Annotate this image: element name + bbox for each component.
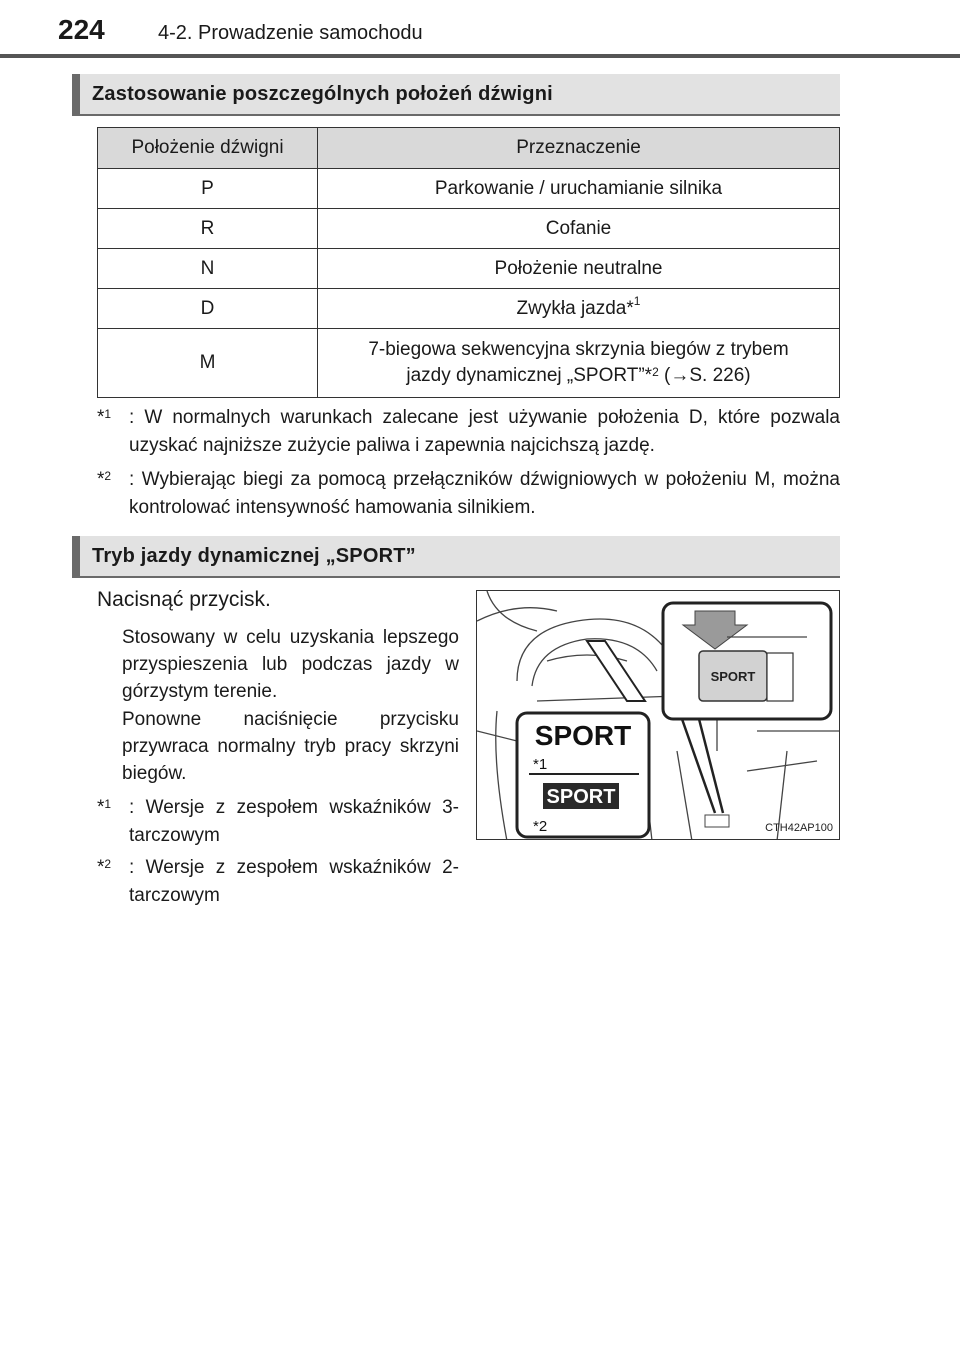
lever-positions-table bbox=[97, 127, 840, 398]
position-cell: M bbox=[98, 329, 318, 398]
paragraph: Ponowne naciśnięcie przycisku przywraca normalny tryb pracy skrzyni biegów. bbox=[122, 709, 459, 784]
footnote-mark: * bbox=[97, 469, 105, 490]
footnote-2 bbox=[97, 466, 840, 522]
footnote-ref: 1 bbox=[633, 293, 641, 308]
footnote-ref: 2 bbox=[652, 365, 659, 379]
table-row bbox=[98, 329, 840, 398]
position-cell: N bbox=[98, 249, 318, 289]
table-row bbox=[98, 289, 840, 329]
figure-note-2 bbox=[97, 854, 459, 910]
purpose-cell bbox=[318, 329, 840, 398]
footnote-mark: * bbox=[97, 797, 105, 818]
position-cell: D bbox=[98, 289, 318, 329]
purpose-text: Zwykła jazda* bbox=[516, 297, 634, 319]
dashboard-drawing bbox=[477, 591, 840, 840]
page-header bbox=[0, 0, 960, 58]
indicator-label-2-dial: SPORT bbox=[546, 786, 616, 808]
footnote-number: 2 bbox=[104, 469, 112, 483]
footnote-text: : Wybierając biegi za pomocą przełączników dźwigniowych w położeniu M, można kontrolować intensywność hamowania silnikiem. bbox=[129, 469, 840, 518]
position-cell: P bbox=[98, 169, 318, 209]
section-heading-lever-positions bbox=[72, 74, 840, 116]
footnote-mark: * bbox=[97, 857, 105, 878]
figure-code: CTH42AP100 bbox=[765, 822, 833, 834]
section-accent bbox=[72, 536, 80, 576]
footnote-number: 2 bbox=[104, 857, 112, 871]
table-row bbox=[98, 169, 840, 209]
sport-button-label: SPORT bbox=[710, 669, 756, 684]
figure-note-1 bbox=[97, 794, 459, 850]
footnote-text: : Wersje z zespołem wskaźników 3-tarczowym bbox=[129, 797, 459, 846]
paragraph: Stosowany w celu uzyskania lepszego przyspieszenia lub podczas jazdy w górzystym terenie. bbox=[122, 627, 459, 702]
column-header-purpose: Przeznaczenie bbox=[318, 128, 840, 169]
header-rule bbox=[0, 54, 960, 58]
action-instruction: Nacisnąć przycisk. bbox=[97, 588, 271, 611]
purpose-line: 7-biegowa sekwencyjna skrzynia biegów z trybem bbox=[368, 339, 789, 360]
purpose-cell: Cofanie bbox=[318, 209, 840, 249]
column-header-position: Położenie dźwigni bbox=[98, 128, 318, 169]
purpose-line bbox=[318, 363, 839, 389]
section-title: Tryb jazdy dynamicznej „SPORT” bbox=[92, 545, 416, 567]
section-heading-sport-mode bbox=[72, 536, 840, 578]
purpose-cell: Parkowanie / uruchamianie silnika bbox=[318, 169, 840, 209]
page-reference: (→S. 226) bbox=[658, 365, 751, 386]
sport-button-illustration bbox=[476, 590, 840, 840]
section-accent bbox=[72, 74, 80, 114]
purpose-cell bbox=[318, 289, 840, 329]
position-cell: R bbox=[98, 209, 318, 249]
figure-marker-2: *2 bbox=[533, 818, 548, 835]
purpose-text: jazdy dynamicznej „SPORT”* bbox=[406, 365, 653, 386]
footnote-1 bbox=[97, 404, 840, 460]
page-number: 224 bbox=[58, 14, 105, 45]
footnote-number: 1 bbox=[104, 797, 112, 811]
footnote-number: 1 bbox=[104, 407, 112, 421]
table-row bbox=[98, 209, 840, 249]
footnote-text: : W normalnych warunkach zalecane jest używanie położenia D, które pozwala uzyskać najniższe zużycie paliwa i zapewnia najcichszą jazdę. bbox=[129, 407, 840, 456]
purpose-cell: Położenie neutralne bbox=[318, 249, 840, 289]
chapter-title: 4-2. Prowadzenie samochodu bbox=[158, 22, 423, 44]
section-title: Zastosowanie poszczególnych położeń dźwigni bbox=[92, 83, 553, 105]
footnote-text: : Wersje z zespołem wskaźników 2-tarczowym bbox=[129, 857, 459, 906]
indicator-label-3-dial: SPORT bbox=[534, 720, 632, 751]
footnote-mark: * bbox=[97, 407, 105, 428]
table-row bbox=[98, 249, 840, 289]
table-header-row bbox=[98, 128, 840, 169]
figure-marker-1: *1 bbox=[533, 756, 548, 773]
